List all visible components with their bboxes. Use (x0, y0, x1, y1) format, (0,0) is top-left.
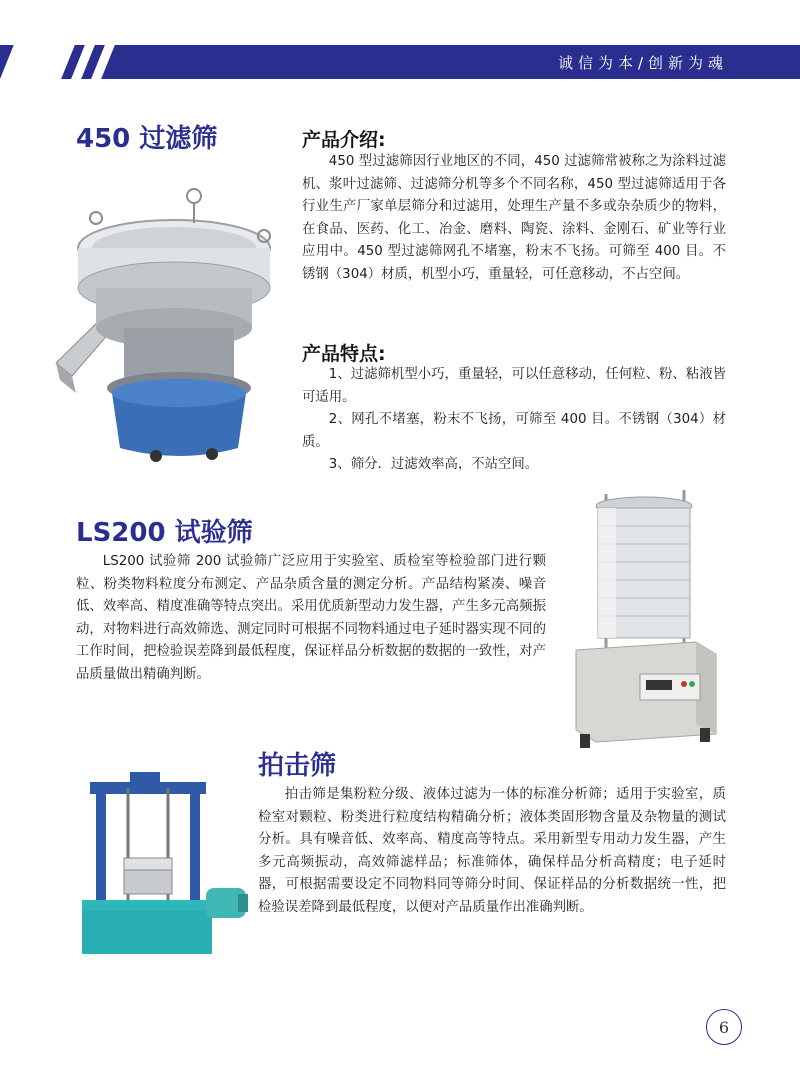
feature-item: 2、网孔不堵塞，粉末不飞扬，可筛至 400 目。不锈钢（304）材质。 (302, 412, 726, 450)
ls200-paragraph: LS200 试验筛 200 试验筛广泛应用于实验室、质检室等检验部门进行颗粒、粉类物料粒度分布测定、产品杂质含量的测定分析。产品结构紧凑、噪音低、效率高、精度准确等特点突出。采用优质新型动力发生器，产生多元高频振动，对物料进行高效筛选、测定同时可根据不同物料通过电子延时器实现不同的工作时间，把检验误差降到最低程度，保证样品分析数据的数据的一致性，对产品质量做出精确判断。 (76, 554, 546, 682)
features-heading: 产品特点: (302, 343, 386, 365)
features-list (302, 364, 726, 477)
ls200-test-sieve-image (572, 484, 742, 754)
tapping-sieve-image (78, 768, 250, 958)
feature-item: 3、筛分．过滤效率高，不站空间。 (328, 457, 539, 473)
section-title-tapping-sieve: 拍击筛 (258, 751, 337, 781)
page-number: 6 (706, 1009, 742, 1045)
section-title-ls200: LS200 试验筛 (76, 518, 253, 548)
section-title-450: 450 过滤筛 (76, 124, 218, 154)
feature-item: 1、过滤筛机型小巧，重量轻，可以任意移动，任何粒、粉、粘液皆可适用。 (302, 367, 726, 405)
intro-paragraph: 450 型过滤筛因行业地区的不同，450 过滤筛常被称之为涂料过滤机、浆叶过滤筛、过滤筛分机等多个不同名称，450 型过滤筛适用于各行业生产厂家单层筛分和过滤用，处理生产量不多或杂杂质少的物料，在食品、医药、化工、冶金、磨料、陶瓷、涂料、金刚石、矿业等行业应用中。450 型过滤筛网孔不堵塞，粉末不飞扬。可筛至 400 目。不锈钢（304）材质，机型小巧，重量轻，可任意移动，不占空间。 (302, 154, 726, 282)
intro-heading: 产品介绍: (302, 129, 386, 151)
ls200-text (76, 551, 546, 687)
intro-text (302, 151, 726, 287)
tapping-sieve-text (258, 784, 726, 920)
tapping-sieve-paragraph: 拍击筛是集粉粒分级、液体过滤为一体的标准分析筛；适用于实验室，质检室对颗粒、粉类进行粒度结构精确分析；液体类固形物含量及杂物量的测试分析。具有噪音低、效率高、精度高等特点。采用新型专用动力发生器，产生多元高频振动，高效筛滤样品；标准筛体，确保样品分析高精度；电子延时器，可根据需要设定不同物料同等筛分时间、保证样品的分析数据统一性，把检验误差降到最低程度，以便对产品质量作出准确判断。 (258, 787, 726, 915)
filter-sieve-450-image (52, 188, 274, 466)
header-slogan: 诚信为本/创新为魂 (557, 54, 728, 72)
